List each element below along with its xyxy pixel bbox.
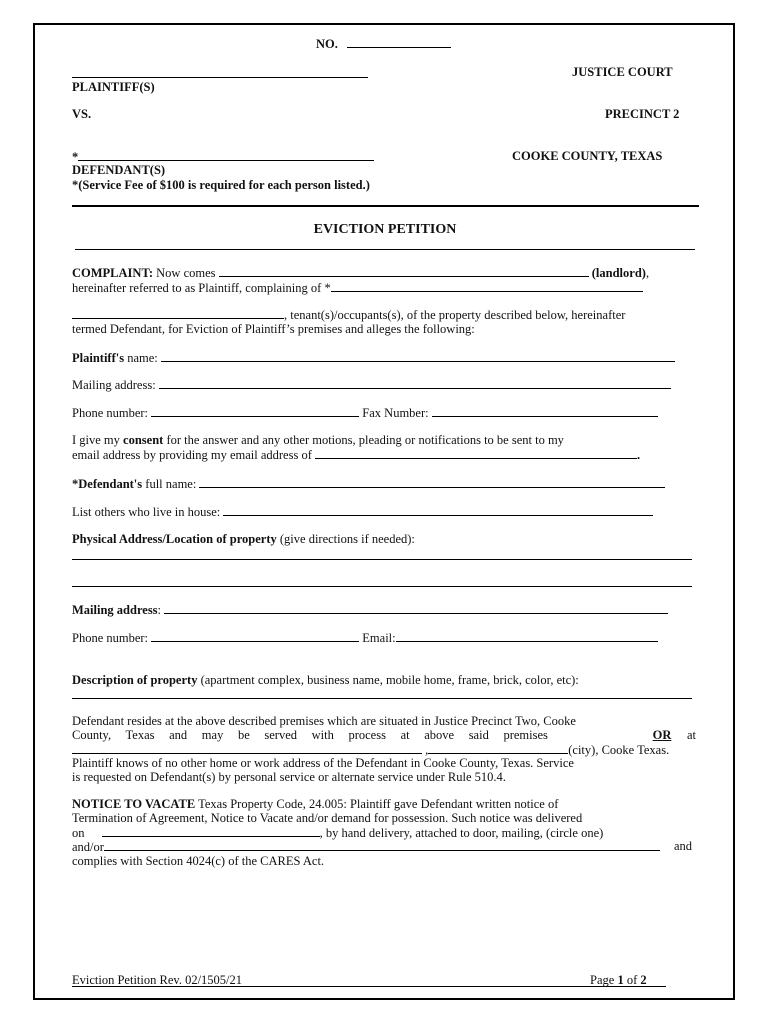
- and-or-text: and/or: [72, 840, 104, 854]
- phone-fax-row: [72, 405, 658, 421]
- comma: ,: [645, 266, 650, 280]
- notice-to-vacate-label: NOTICE TO VACATE: [72, 797, 196, 811]
- city-field[interactable]: [428, 742, 568, 754]
- defendant-star: *: [72, 150, 79, 164]
- mailing-address-label: Mailing address:: [72, 378, 156, 392]
- tenant-text: , tenant(s)/occupants(s), of the property described below, hereinafter: [284, 308, 626, 322]
- notice-on-text: on: [72, 826, 85, 840]
- consent-period: .: [637, 448, 641, 462]
- revision-text: Eviction Petition Rev. 02/1505/21: [72, 973, 243, 987]
- defendant-name-row: [72, 476, 665, 492]
- document-title: EVICTION PETITION: [313, 222, 457, 237]
- notice-text-1: Texas Property Code, 24.005: Plaintiff gave Defendant written notice of: [195, 797, 559, 811]
- landlord-blank[interactable]: [219, 265, 589, 277]
- now-comes-text: Now comes: [153, 266, 219, 280]
- notice-other-field[interactable]: [104, 839, 660, 851]
- footer-line: [72, 986, 666, 987]
- defendant-name-label: full name:: [142, 477, 197, 491]
- city-comma: ,: [425, 743, 429, 757]
- defendants-label: DEFENDANT(S): [72, 163, 166, 177]
- physical-address-line-2[interactable]: [72, 586, 692, 587]
- consent-line-2: [72, 447, 640, 463]
- email-label: Email:: [362, 631, 396, 645]
- plaintiffs-label: PLAINTIFF(S): [72, 80, 155, 94]
- resides-line-4: Plaintiff knows of no other home or work address of the Defendant in Cooke County, Texas. Service: [72, 756, 574, 770]
- mailing2-row: [72, 602, 668, 618]
- alternate-address-field[interactable]: [72, 742, 422, 754]
- complaining-of-text: hereinafter referred to as Plaintiff, complaining of *: [72, 281, 331, 295]
- mailing2-field[interactable]: [164, 602, 668, 614]
- consent-email-text: email address by providing my email address of: [72, 448, 312, 462]
- court-name: JUSTICE COURT: [572, 65, 673, 79]
- resides-served-text: County, Texas and may be served with process at above said premises: [72, 728, 548, 742]
- physical-address-label-bold: Physical Address/Location of property: [72, 532, 277, 546]
- page-label: Page: [590, 973, 618, 987]
- page-number: [590, 973, 647, 988]
- description-line[interactable]: [72, 698, 692, 699]
- consent-email-field[interactable]: [315, 447, 637, 459]
- complaint-line-2: [72, 280, 643, 296]
- page-total: 2: [640, 973, 647, 987]
- notice-date-field[interactable]: [102, 825, 320, 837]
- defendant-name-label-bold: *Defendant's: [72, 477, 143, 491]
- phone2-field[interactable]: [151, 630, 359, 642]
- consent-bold: consent: [123, 433, 164, 447]
- complaint-line-3: [72, 307, 625, 323]
- vs-label: VS.: [72, 107, 92, 121]
- others-label: List others who live in house:: [72, 505, 221, 519]
- or-emphasis: OR: [652, 728, 672, 742]
- email-field[interactable]: [396, 630, 658, 642]
- plaintiff-blank[interactable]: [72, 66, 368, 78]
- resides-line-5: is requested on Defendant(s) by personal service or alternate service under Rule 510.4.: [72, 770, 506, 784]
- title-underline: [75, 249, 695, 250]
- complaint-label: COMPLAINT:: [72, 266, 154, 280]
- mailing2-label-bold: Mailing address: [72, 603, 158, 617]
- fax-label: Fax Number:: [362, 406, 429, 420]
- page-of: of: [623, 973, 641, 987]
- phone-field[interactable]: [151, 405, 359, 417]
- notice-line-2: Termination of Agreement, Notice to Vacate and/or demand for possession. Such notice was delivered: [72, 811, 583, 825]
- physical-address-label: (give directions if needed):: [276, 532, 415, 546]
- eviction-allegation-text: termed Defendant, for Eviction of Plaintiff’s premises and alleges the following:: [72, 322, 475, 336]
- description-label: (apartment complex, business name, mobile home, frame, brick, color, etc):: [197, 673, 579, 687]
- defendant-name-blank[interactable]: [331, 280, 643, 292]
- service-fee-note: *(Service Fee of $100 is required for each person listed.): [72, 178, 370, 192]
- header-divider: [72, 205, 699, 207]
- description-label-bold: Description of property: [72, 673, 198, 687]
- and-text: and: [673, 839, 692, 853]
- plaintiff-name-field[interactable]: [161, 350, 675, 362]
- consent-text-a: I give my: [72, 433, 124, 447]
- phone-label: Phone number:: [72, 406, 149, 420]
- precinct-label: PRECINCT 2: [605, 107, 680, 121]
- landlord-label: (landlord): [591, 266, 646, 280]
- mailing-row: [72, 377, 671, 393]
- resides-line-1: Defendant resides at the above described premises which are situated in Justice Precinct Two, Cooke: [72, 714, 576, 728]
- notice-line-4: [72, 839, 696, 855]
- phone2-label: Phone number:: [72, 631, 149, 645]
- notice-delivery-text: , by hand delivery, attached to door, mailing, (circle one): [319, 826, 604, 840]
- others-row: [72, 504, 653, 520]
- resides-line-2: [72, 728, 696, 743]
- case-number-blank[interactable]: [347, 36, 451, 48]
- consent-text-b: for the answer and any other motions, pleading or notifications to be sent to my: [163, 433, 564, 447]
- mailing2-colon: :: [157, 603, 162, 617]
- defendant-blank[interactable]: [78, 149, 374, 161]
- consent-line-1: [72, 433, 564, 448]
- phone-email-row: [72, 630, 658, 646]
- others-field[interactable]: [223, 504, 653, 516]
- at-text: at: [686, 728, 696, 742]
- defendant-full-name-field[interactable]: [199, 476, 665, 488]
- plaintiff-name-label-bold: Plaintiff's: [72, 351, 125, 365]
- physical-address-row: [72, 532, 415, 547]
- plaintiff-name-row: [72, 350, 675, 366]
- fax-field[interactable]: [432, 405, 658, 417]
- county-label: COOKE COUNTY, TEXAS: [512, 149, 663, 163]
- physical-address-line-1[interactable]: [72, 559, 692, 560]
- plaintiff-name-label: name:: [124, 351, 158, 365]
- notice-line-5: complies with Section 4024(c) of the CARES Act.: [72, 854, 325, 868]
- case-number: [316, 36, 451, 52]
- mailing-address-field[interactable]: [159, 377, 671, 389]
- notice-line-1: [72, 797, 558, 812]
- case-number-label: NO.: [316, 37, 338, 51]
- page-current: 1: [617, 973, 624, 987]
- resides-or-at: [653, 728, 696, 743]
- tenant-blank[interactable]: [72, 307, 284, 319]
- city-suffix: (city), Cooke Texas.: [568, 743, 670, 757]
- description-row: [72, 673, 579, 688]
- complaint-line-1: [72, 265, 649, 281]
